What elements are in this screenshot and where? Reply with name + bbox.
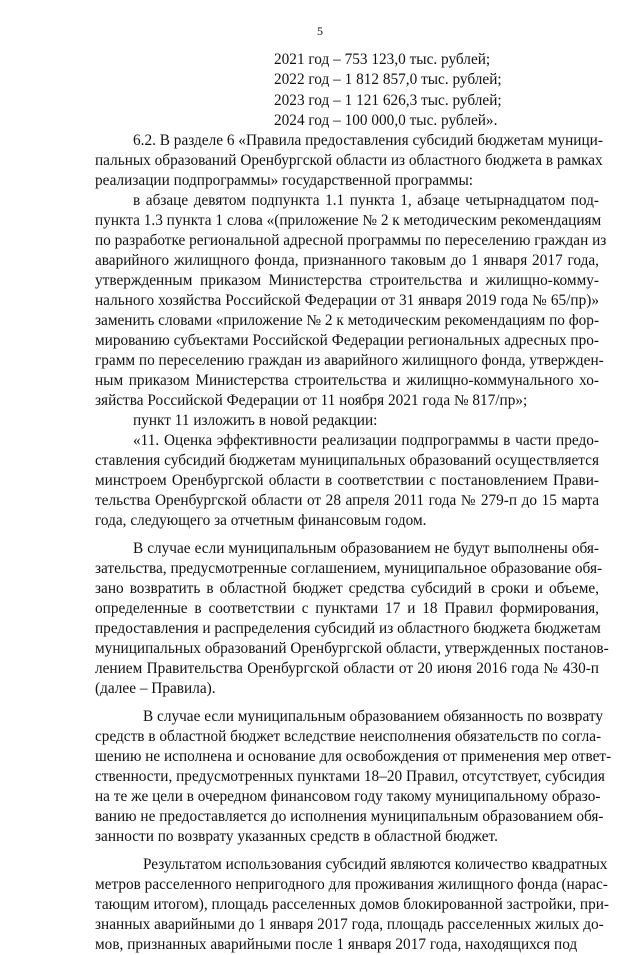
text-line: шению не исполнена и основание для освобождения от применения мер ответ- <box>95 748 612 765</box>
page-number: 5 <box>317 24 323 38</box>
text-line: средств в областной бюджет вследствие неисполнения обязательств по согла- <box>95 728 602 745</box>
text-line: знанных аварийными до 1 января 2017 года, площадь расселенных жилых до- <box>95 916 604 933</box>
text-line: года, следующего за отчетным финансовым годом. <box>95 512 427 529</box>
amount-line: 2021 год – 753 123,0 тыс. рублей; <box>274 51 491 68</box>
text-line: зательства, предусмотренные соглашением, муниципальное образование обя- <box>95 560 603 577</box>
text-line: В случае если муниципальным образованием обязанность по возврату <box>143 708 603 725</box>
text-line: занности по возврату указанных средств в областной бюджет. <box>95 828 498 845</box>
text-line: В случае если муниципальным образованием не будут выполнены обя- <box>133 540 599 557</box>
text-line: (далее – Правила). <box>95 680 216 697</box>
text-line: зано возвратить в областной бюджет средства субсидий в сроки и объеме, <box>95 580 599 597</box>
text-line: определенные в соответствии с пунктами 17 и 18 Правил формирования, <box>95 600 599 617</box>
text-line: пальных образований Оренбургской области из областного бюджета в рамках <box>95 152 603 169</box>
text-line: по разработке региональной адресной программы по переселению граждан из <box>95 232 607 249</box>
text-line: мов, признанных аварийными после 1 января 2017 года, находящихся под <box>95 936 578 953</box>
text-line: минстроем Оренбургской области в соответствии с постановлением Прави- <box>95 472 599 489</box>
text-line: пункт 11 изложить в новой редакции: <box>133 412 378 429</box>
text-line: нального хозяйства Российской Федерации от 31 января 2019 года № 65/пр)» <box>95 292 599 309</box>
text-line: 6.2. В разделе 6 «Правила предоставления субсидий бюджетам муници- <box>133 132 603 149</box>
text-line: предоставления и распределения субсидий из областного бюджета бюджетам <box>95 620 601 637</box>
text-line: муниципальных образований Оренбургской области, утвержденных постанов- <box>95 640 609 657</box>
text-line: зяйства Российской Федерации от 11 ноября 2021 года № 817/пр»; <box>95 392 528 409</box>
funding-amounts-list <box>274 50 502 132</box>
text-line: тающим итогом), площадь расселенных домов блокированной застройки, при- <box>95 896 610 913</box>
text-line: тельства Оренбургской области от 28 апреля 2011 года № 279-п до 15 марта <box>95 492 599 509</box>
text-line: заменить словами «приложение № 2 к методическим рекомендациям по фор- <box>95 312 600 329</box>
text-line: грамм по переселению граждан из аварийного жилищного фонда, утвержден- <box>95 352 604 369</box>
text-line: ванию не предоставляется до исполнения муниципальным образованием обя- <box>95 808 604 825</box>
text-line: Результатом использования субсидий являются количество квадратных <box>143 856 608 873</box>
text-line: пункта 1.3 пункта 1 слова «(приложение № 2 к методическим рекомендациям <box>95 212 602 229</box>
text-line: ным приказом Министерства строительства и жилищно-коммунального хо- <box>95 372 599 389</box>
amount-line: 2022 год – 1 812 857,0 тыс. рублей; <box>274 71 502 89</box>
text-line: реализации подпрограммы» государственной программы: <box>95 172 473 189</box>
amount-line: 2024 год – 100 000,0 тыс. рублей». <box>274 112 498 130</box>
text-line: метров расселенного непригодного для проживания жилищного фонда (нарас- <box>95 876 608 893</box>
text-line: мированию субъектами Российской Федерации региональных адресных про- <box>95 332 599 349</box>
text-line: ственности, предусмотренных пунктами 18–20 Правил, отсутствует, субсидия <box>95 768 605 785</box>
text-line: лением Правительства Оренбургской области от 20 июня 2016 года № 430-п <box>95 660 599 677</box>
text-line: аварийного жилищного фонда, признанного таковым до 1 января 2017 года, <box>95 252 599 269</box>
text-line: на те же цели в очередном финансовом году такому муниципальному образо- <box>95 788 601 805</box>
amount-line: 2023 год – 1 121 626,3 тыс. рублей; <box>274 91 502 109</box>
text-line: утвержденным приказом Министерства строительства и жилищно-комму- <box>95 272 599 289</box>
text-line: ставления субсидий бюджетам муниципальных образований осуществляется <box>95 452 599 469</box>
text-line: «11. Оценка эффективности реализации подпрограммы в части предо- <box>133 432 599 449</box>
text-line: в абзаце девятом подпункта 1.1 пункта 1, абзаце четырнадцатом под- <box>133 192 599 209</box>
